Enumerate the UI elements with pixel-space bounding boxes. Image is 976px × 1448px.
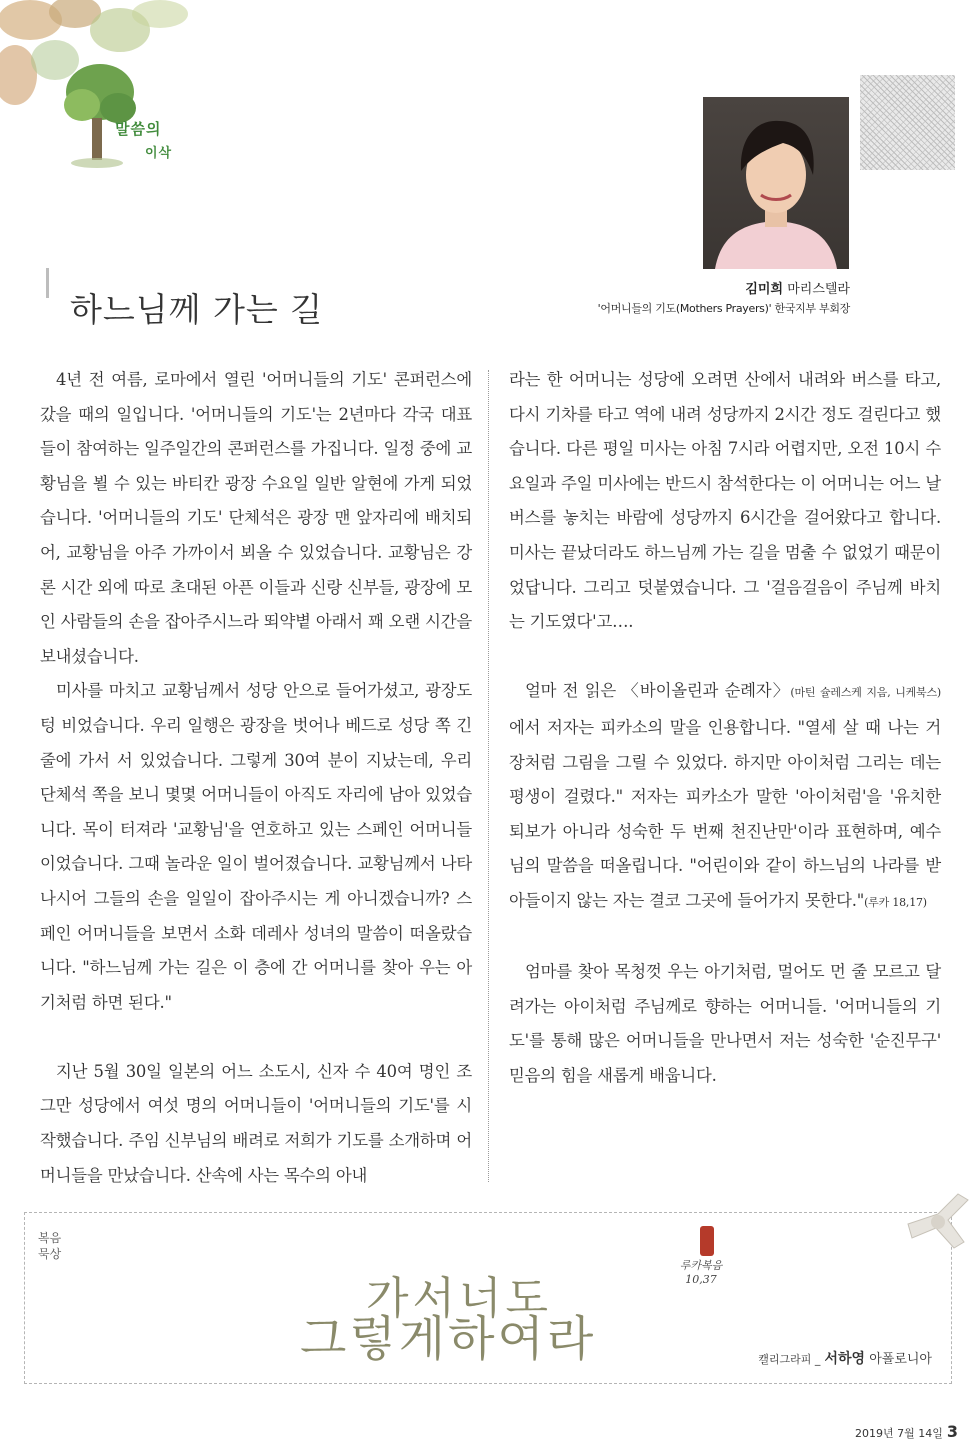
paragraph: 라는 한 어머니는 성당에 오려면 산에서 내려와 버스를 타고, 다시 기차를 타고 역에 내려 성당까지 2시간 정도 걸린다고 했습니다. 다른 평일 미사는 아침 7시라 어렵지만, 오전 10시 수요일과 주일 미사에는 반드시 참석한다는 이 어머니는 어느 날 버스를 놓치는 바람에 성당까지 6시간을 걸어왔다고 합니다. 미사는 끝났더라도 하느님께 가는 길을 멈출 수 없었기 때문이었답니다. 그리고 덧붙였습니다. 그 '걸음걸음이 주님께 바치는 기도였다'고….	[509, 370, 941, 632]
author-info	[598, 278, 850, 316]
book-title-text: 얼마 전 읽은 〈바이올린과 순례자〉	[525, 681, 791, 701]
qr-code[interactable]	[860, 75, 955, 170]
author-photo	[703, 97, 849, 269]
author-baptismal-name: 마리스텔라	[787, 282, 850, 297]
column-divider	[488, 370, 489, 1182]
page-footer	[855, 1422, 958, 1441]
paragraph: 4년 전 여름, 로마에서 열린 '어머니들의 기도' 콘퍼런스에 갔을 때의 일입니다. '어머니들의 기도'는 2년마다 각국 대표들이 참여하는 일주일간의 콘퍼런스를 가집니다. 일정 중에 교황님을 뵐 수 있는 바티칸 광장 수요일 일반 알현에 가게 되었습니다. '어머니들의 기도' 단체석은 광장 맨 앞자리에 배치되어, 교황님을 아주 가까이서 뵈올 수 있었습니다. 교황님은 강론 시간 외에 따로 초대된 아픈 이들과 신랑 신부들, 광장에 모인 사람들의 손을 잡아주시느라 뙤약볕 아래서 꽤 오랜 시간을 보내셨습니다.	[40, 370, 472, 666]
body-column-right	[509, 363, 941, 1093]
title-accent-bar	[46, 268, 49, 298]
article-title: 하느님께 가는 길	[70, 290, 324, 330]
credit-name: 서하영	[824, 1351, 866, 1367]
book-citation: (마틴 슐레스케 지음, 니케북스)	[790, 686, 941, 700]
logo-line1: 말씀의	[115, 120, 162, 138]
credit-label: 캘리그라피 _	[758, 1353, 821, 1366]
author-name-line	[598, 278, 850, 297]
issue-date: 2019년 7월 14일	[854, 1427, 943, 1440]
label-line1: 복음	[38, 1231, 62, 1245]
author-role: '어머니들의 기도(Mothers Prayers)' 한국지부 부회장	[597, 302, 850, 315]
paragraph: 미사를 마치고 교황님께서 성당 안으로 들어가셨고, 광장도 텅 비었습니다. 우리 일행은 광장을 벗어나 베드로 성당 쪽 긴 줄에 가서 서 있었습니다. 그렇게 30여 분이 지났는데, 우리 단체석 쪽을 보니 몇몇 어머니들이 아직도 자리에 남아 있었습니다. 목이 터져라 '교황님'을 연호하고 있는 스페인 어머니들이었습니다. 그때 놀라운 일이 벌어졌습니다. 교황님께서 나타나시어 그들의 손을 일일이 잡아주시는 게 아니겠습니까? 스페인 어머니들을 보면서 소화 데레사 성녀의 말씀이 떠올랐습니다. "하느님께 가는 길은 이 층에 간 어머니를 찾아 우는 아기처럼 하면 된다."	[40, 681, 472, 1012]
paragraph: 지난 5월 30일 일본의 어느 소도시, 신자 수 40여 명인 조그만 성당에서 여섯 명의 어머니들이 '어머니들의 기도'를 시작했습니다. 주임 신부님의 배려로 저희가 기도를 소개하며 어머니들을 만났습니다. 산속에 사는 목수의 아내	[40, 1061, 472, 1185]
logo-line2: 이삭	[145, 146, 173, 161]
bible-reference: 루카복음 10,37	[679, 1259, 723, 1286]
ribbon-bow-icon	[898, 1186, 974, 1256]
calligraphy-line1: 가서너도	[366, 1273, 553, 1324]
calligraphy-line2: 그렇게하여라	[300, 1311, 597, 1367]
author-name: 김미희	[745, 282, 784, 297]
label-line2: 묵상	[38, 1247, 62, 1261]
body-column-left	[40, 363, 472, 1193]
bible-citation: (루카 18,17)	[864, 895, 927, 909]
red-seal-stamp	[700, 1226, 714, 1256]
calligraphy-credit	[758, 1348, 932, 1368]
page-number: 3	[946, 1422, 958, 1441]
credit-baptismal-name: 아폴로니아	[869, 1352, 932, 1367]
gospel-meditation-label	[38, 1230, 61, 1262]
paragraph	[509, 674, 941, 920]
paragraph-text: 에서 저자는 피카소의 말을 인용합니다. "열세 살 때 나는 거장처럼 그림을 그릴 수 있었다. 하지만 아이처럼 그리는 데는 평생이 걸렸다." 저자는 피카소가 말한 '아이처럼'을 '유치한 퇴보가 아니라 성숙한 두 번째 천진난만'이라 표현하며, 예수님의 말씀을 떠올립니다. "어린이와 같이 하느님의 나라를 받아들이지 않는 자는 결코 그곳에 들어가지 못한다."	[509, 717, 941, 910]
paragraph: 엄마를 찾아 목청껏 우는 아기처럼, 멀어도 먼 줄 모르고 달려가는 아이처럼 주님께로 향하는 어머니들. '어머니들의 기도'를 통해 많은 어머니들을 만나면서 저는 성숙한 '순진무구' 믿음의 힘을 새롭게 배웁니다.	[509, 962, 941, 1085]
section-logo	[115, 118, 195, 168]
